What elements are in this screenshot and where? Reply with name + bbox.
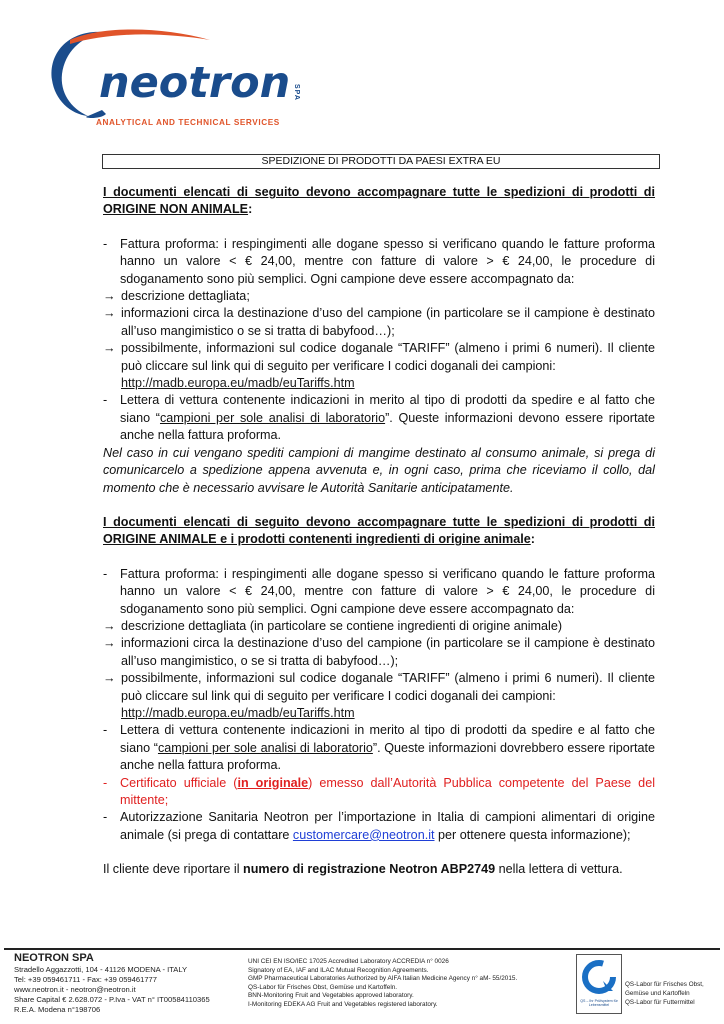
qs-badge-text: QS – Ihr Prüfsystem für Lebensmittel (580, 999, 618, 1008)
footer-address: Stradello Aggazzotti, 104 - 41126 MODENA - ITALY (14, 965, 188, 974)
arrow-icon: → (103, 636, 116, 651)
accreditation-line: UNI CEI EN ISO/IEC 17025 Accredited Laboratory ACCREDIA n° 0026 (248, 958, 449, 965)
list-item: - Fattura proforma: i respingimenti alle dogane spesso si verificano quando le fatture proforma hanno un valore < € 24,00, mentre con fatture di valore > € 24,00, le procedure di sdoganamento sono più semplici. Ogni campione deve essere accompagnato da: (103, 566, 655, 616)
arrow-icon: → (103, 306, 116, 321)
section1-waybill-text-b: ”. Queste informazioni devono essere riportate anche nella fattura proforma. (120, 410, 655, 443)
qs-label-line: Gemüse und Kartoffeln (625, 990, 690, 997)
section2-certificate-original: in originale (237, 775, 309, 790)
section2-authorization-text-b: per ottenere questa informazione); (434, 827, 631, 842)
document-title: SPEDIZIONE DI PRODOTTI DA PAESI EXTRA EU (102, 154, 660, 169)
logo-wordmark: neotron (99, 58, 291, 108)
arrow-icon: → (103, 341, 116, 356)
section1-arrow-tariff: possibilmente, informazioni sul codice doganale “TARIFF” (almeno i primi 6 numeri). Il cliente può cliccare sul link qui di seguito per verificare I codici doganali dei campioni: (121, 341, 655, 373)
registration-number: numero di registrazione Neotron ABP2749 (243, 862, 496, 877)
logo-tagline: ANALYTICAL AND TECHNICAL SERVICES (96, 118, 280, 127)
accreditation-line: I-Monitoring EDEKA AG Fruit and Vegetables registered laboratory. (248, 1000, 438, 1008)
accreditation-line: GMP Pharmaceutical Laboratories Authorized by AIFA Italian Medicine Agency n° aM- 55/2015. (248, 975, 518, 983)
section2-waybill-underlined: campioni per sole analisi di laboratorio (157, 740, 373, 755)
qs-label-line: QS-Labor für Frisches Obst, (625, 981, 704, 988)
section1-heading-colon: : (248, 202, 253, 217)
footer-accreditations (248, 958, 568, 1010)
list-item (103, 288, 655, 305)
qs-badge (576, 954, 622, 1014)
tariff-link[interactable]: http://madb.europa.eu/madb/euTariffs.htm (121, 376, 355, 391)
section1-heading-origin: ORIGINE NON ANIMALE (103, 202, 249, 217)
qs-label-line: QS-Labor für Futtermittel (625, 999, 695, 1006)
list-item: - Lettera di vettura contenente indicazioni in merito al tipo di prodotti da spedire e al fatto che siano “campioni per sole analisi di laboratorio”. Queste informazioni devono essere riportate anche nella fattura proforma. (103, 393, 655, 443)
customercare-email-link[interactable]: customercare@neotron.it (292, 827, 435, 842)
footer-web: www.neotron.it - neotron@neotron.it (14, 985, 136, 994)
section1-waybill-text-a: Lettera di vettura contenente indicazioni in merito al tipo di prodotti da spedire e al fatto che siano “ (120, 393, 655, 425)
list-item (103, 340, 655, 392)
list-item (103, 635, 655, 670)
section2-heading-origin: ORIGINE ANIMALE e i prodotti contenenti ingredienti di origine animale (103, 532, 531, 547)
section2-heading-colon: : (530, 532, 535, 547)
list-item: - Fattura proforma: i respingimenti alle dogane spesso si verificano quando le fatture proforma hanno un valore < € 24,00, mentre con fatture di valore > € 24,00, le procedure di sdoganamento sono più semplici. Ogni campione deve essere accompagnato da: (103, 236, 655, 286)
logo-spa-label: SPA (293, 84, 300, 101)
footer-qs-labels (625, 980, 721, 1007)
qs-logo-icon (577, 955, 621, 999)
list-item: - Lettera di vettura contenente indicazioni in merito al tipo di prodotti da spedire e al fatto che siano “campioni per sole analisi di laboratorio”. Queste informazioni dovrebbero essere riportate anche nella fattura proforma. (103, 723, 655, 773)
document-body (103, 184, 655, 879)
footer-divider (4, 948, 720, 950)
section2-item-proforma: Fattura proforma: i respingimenti alle dogane spesso si verificano quando le fatture proforma hanno un valore < € 24,00, mentre con fatture di valore > € 24,00, le procedure di sdoganamento sono più semplici. Ogni campione deve essere accompagnato da: (120, 566, 655, 616)
section2-arrow-destination: informazioni circa la destinazione d’uso del campione (in particolare se il campione è destinato all’uso mangimistico, o se si tratta di babyfood…); (121, 636, 655, 668)
footer-company-name: NEOTRON SPA (14, 952, 94, 964)
section1-item-proforma: Fattura proforma: i respingimenti alle dogane spesso si verificano quando le fatture proforma hanno un valore < € 24,00, mentre con fatture di valore > € 24,00, le procedure di sdoganamento sono più semplici. Ogni campione deve essere accompagnato da: (120, 236, 655, 286)
list-item (103, 670, 655, 722)
section2-arrow-description: descrizione dettagliata (in particolare se contiene ingredienti di origine animale) (121, 618, 563, 633)
accreditation-line: Signatory of EA, IAF and ILAC Mutual Recognition Agreements. (248, 966, 429, 974)
section2-certificate-text-b: ) emesso dall’Autorità Pubblica competente del Paese del mittente; (120, 775, 655, 807)
section2-arrow-tariff: possibilmente, informazioni sul codice doganale “TARIFF” (almeno i primi 6 numeri). Il cliente può cliccare sul link qui di seguito per verificare I codici doganali dei campioni: (121, 671, 655, 703)
footer-phone: Tel: +39 059461711 - Fax: +39 059461777 (14, 975, 157, 984)
footer-rea: R.E.A. Modena n°198706 (14, 1005, 101, 1014)
closing-text-a: Il cliente deve riportare il (103, 862, 243, 877)
list-item: - Certificato ufficiale (in originale) emesso dall’Autorità Pubblica competente del Paese del mittente; (103, 775, 655, 807)
arrow-icon: → (103, 671, 116, 686)
list-item (103, 305, 655, 340)
section1-arrow-description: descrizione dettagliata; (121, 289, 250, 304)
list-item (103, 618, 655, 635)
footer-company-info (14, 952, 244, 1015)
section2-heading (103, 514, 655, 549)
accreditation-line: BNN-Monitoring Fruit and Vegetables approved laboratory. (248, 992, 414, 1000)
closing-text-c: nella lettera di vettura. (495, 862, 623, 877)
section1-arrow-destination: informazioni circa la destinazione d’uso del campione (in particolare se il campione è destinato all’uso mangimistico o se si tratta di babyfood…); (121, 306, 655, 338)
arrow-icon: → (103, 618, 116, 633)
list-item: - Autorizzazione Sanitaria Neotron per l’importazione in Italia di campioni alimentari di origine animale (si prega di contattare customercare@neotron.it per ottenere questa informazione); (103, 810, 655, 842)
section1-heading-text: I documenti elencati di seguito devono accompagnare tutte le spedizioni di prodotti di (103, 185, 655, 199)
footer-capital: Share Capital € 2.628.072 - P.Iva - VAT n° IT00584110365 (14, 995, 210, 1004)
section2-certificate-text-a: Certificato ufficiale ( (120, 775, 238, 790)
section2-waybill-text-b: ”. Queste informazioni dovrebbero essere riportate anche nella fattura proforma. (120, 740, 655, 773)
section1-waybill-underlined: campioni per sole analisi di laboratorio (159, 410, 386, 425)
arrow-icon: → (103, 289, 116, 304)
section2-authorization-text-a: Autorizzazione Sanitaria Neotron per l’importazione in Italia di campioni alimentari di origine animale (si prega di contattare (120, 810, 655, 842)
tariff-link[interactable]: http://madb.europa.eu/madb/euTariffs.htm (121, 705, 355, 720)
closing-note (103, 861, 655, 878)
accreditation-line: QS-Labor für Frisches Obst, Gemüse und Kartoffeln. (248, 983, 398, 991)
section1-feed-note: Nel caso in cui vengano spediti campioni di mangime destinato al consumo animale, si prega di comunicarcelo a spedizione appena avvenuta e, in ogni caso, prima che riceviamo il collo, dal momento che è necessario avvisare le Autorità Sanitarie anticipatamente. (103, 445, 655, 495)
section1-heading (103, 184, 655, 219)
section2-waybill-text-a: Lettera di vettura contenente indicazioni in merito al tipo di prodotti da spedire e al fatto che siano “ (120, 723, 655, 755)
section2-heading-text: I documenti elencati di seguito devono accompagnare tutte le spedizioni di prodotti di (103, 514, 655, 529)
neotron-logo (40, 22, 320, 134)
